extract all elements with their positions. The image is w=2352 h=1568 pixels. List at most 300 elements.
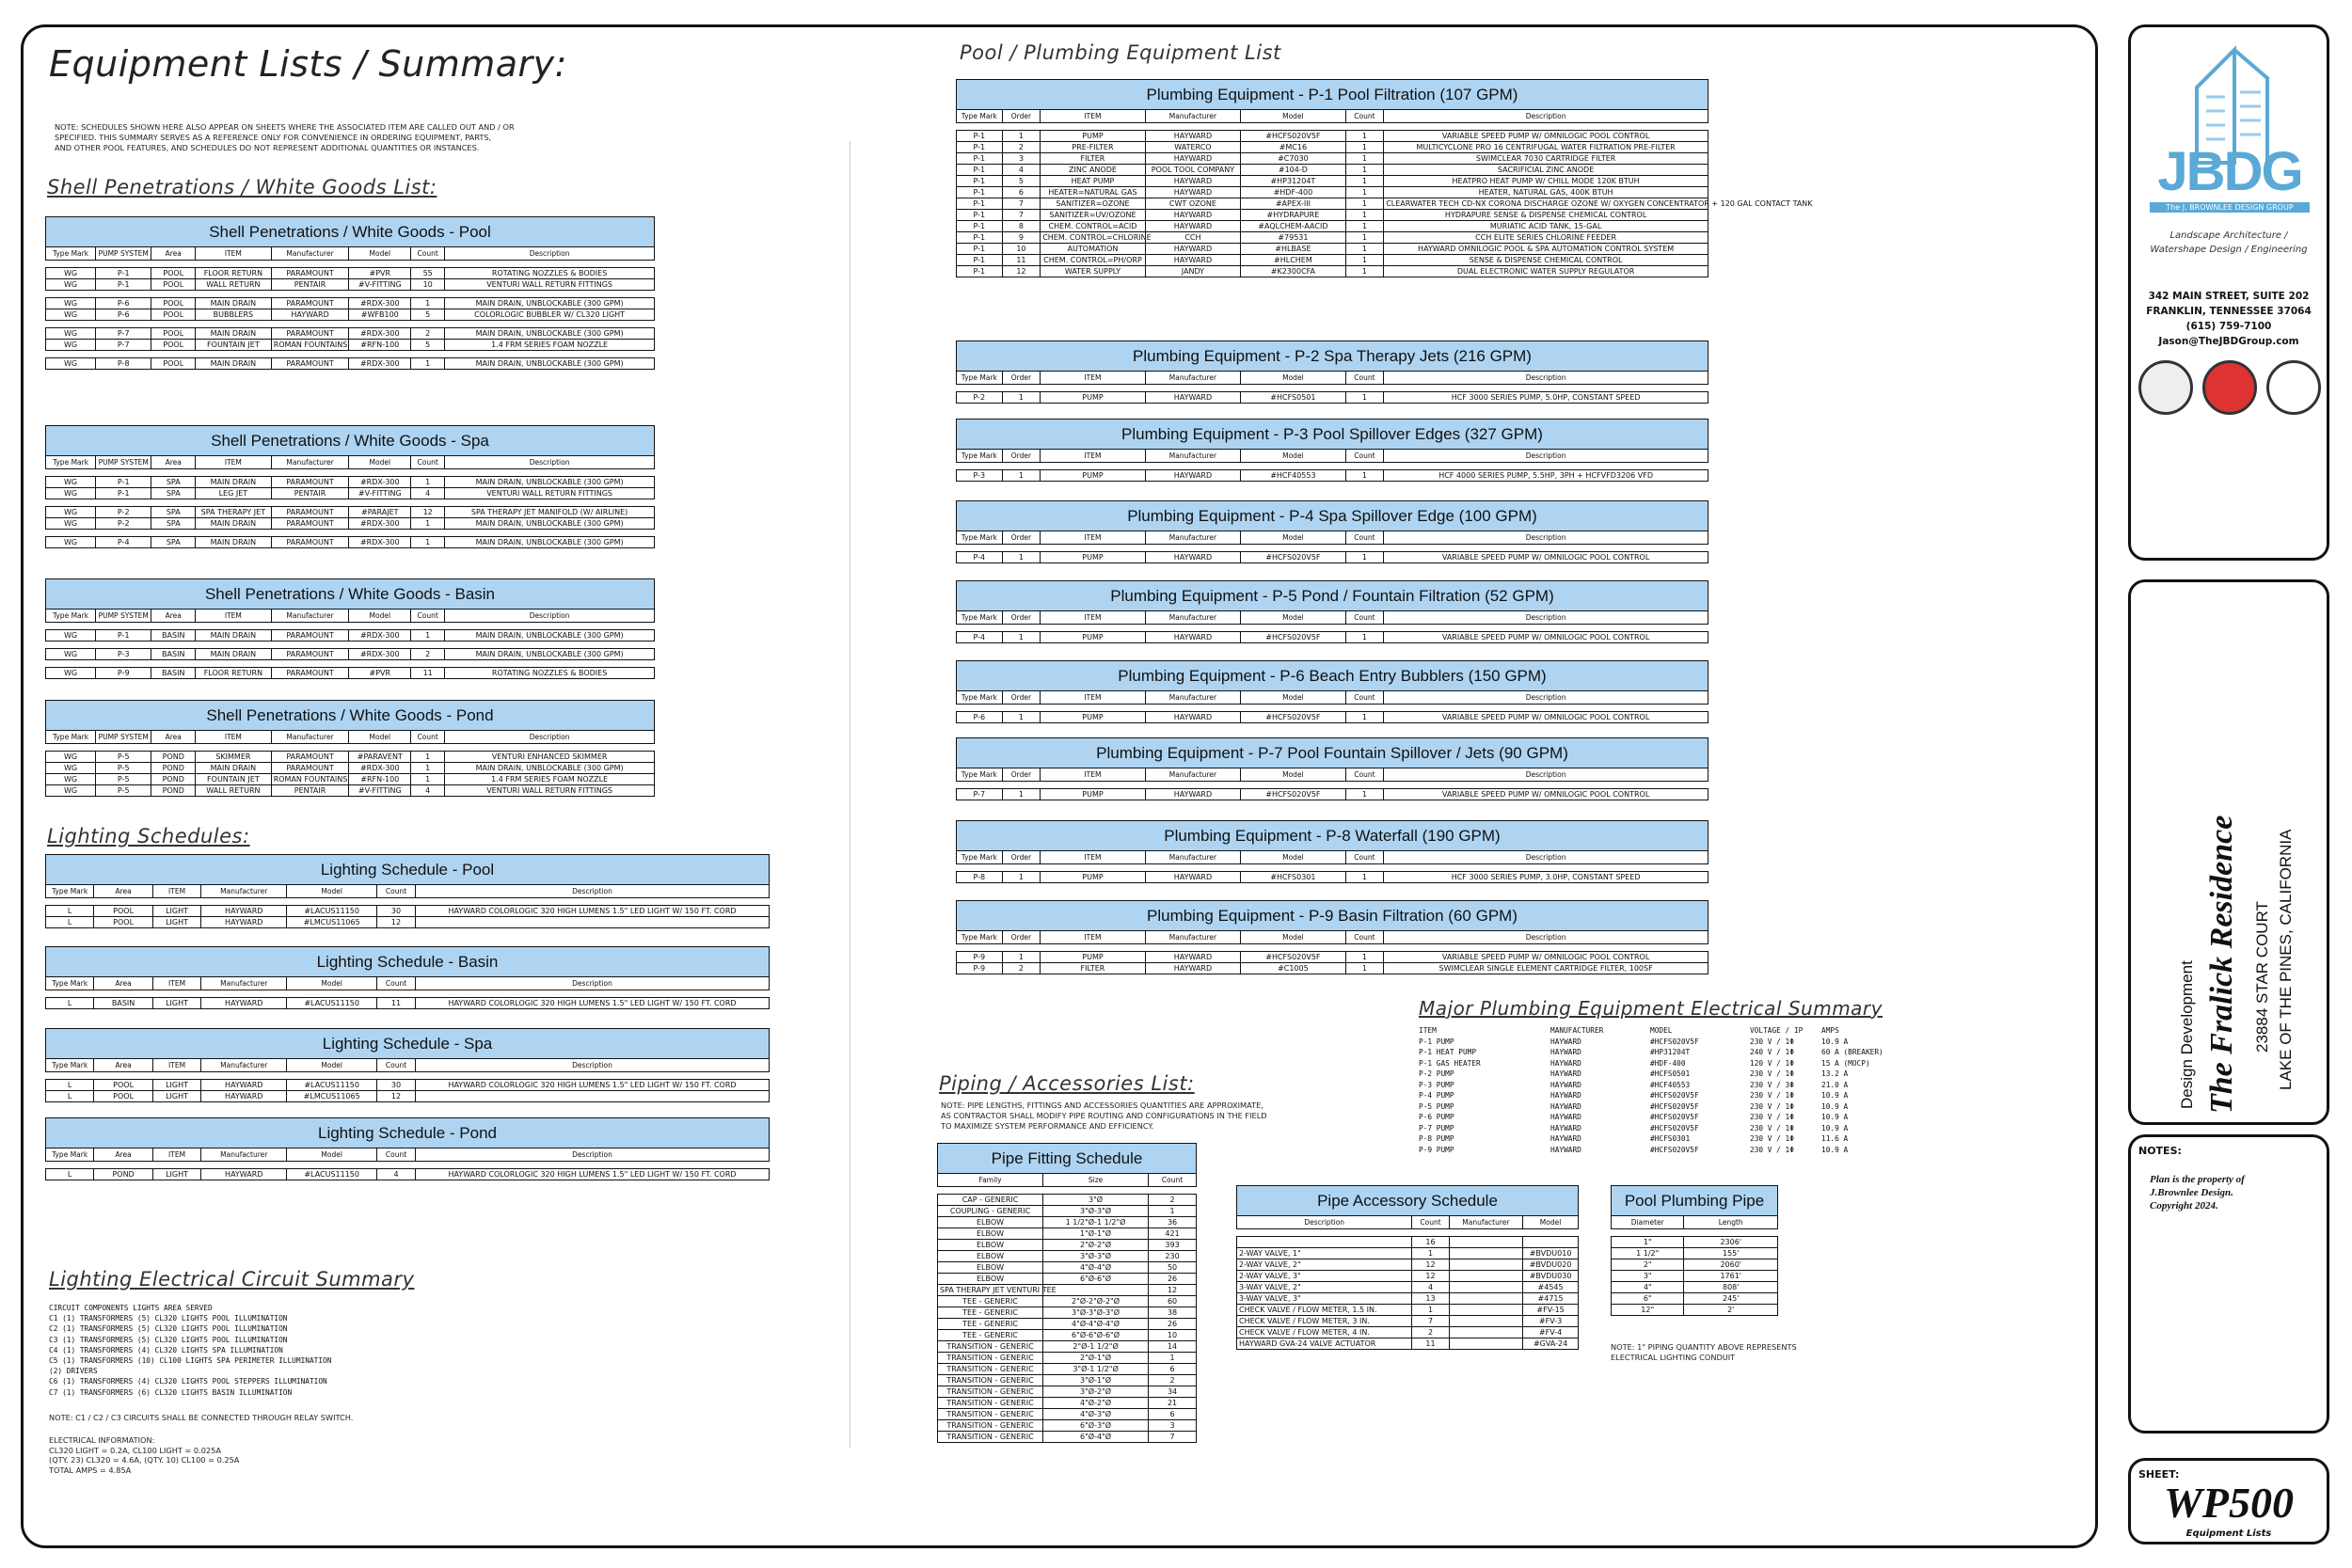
table-cell: #RDX-300 [349,537,411,548]
table-cell: SPA [151,477,196,488]
table-cell: 2060' [1684,1259,1778,1271]
table-cell: 4"Ø-2"Ø [1043,1398,1149,1409]
table-cell: P-1 [96,268,151,279]
table-cell: 1 [411,518,445,530]
table-cell: #HDF-400 [1241,187,1346,198]
table-row [46,785,655,797]
table-row [957,142,1708,153]
table-cell: 1 [1412,1248,1449,1259]
table-cell: 6 [1149,1409,1197,1420]
table-cell: MAIN DRAIN, UNBLOCKABLE (300 GPM) [445,358,655,370]
table-cell: 1"Ø-1"Ø [1043,1228,1149,1240]
column-header: Count [377,1148,416,1162]
table-row [1237,1237,1579,1248]
table-row [46,358,655,370]
table-row [957,266,1708,277]
table-cell: HAYWARD COLORLOGIC 320 HIGH LUMENS 1.5" LED LIGHT W/ 150 FT. CORD [416,998,770,1009]
table-cell: 1 [1002,392,1041,404]
table-cell: TRANSITION - GENERIC [938,1341,1043,1353]
lighting-table [45,854,770,928]
table-title: Plumbing Equipment - P-5 Pond / Fountain Filtration (52 GPM) [957,581,1708,611]
table-cell: CHECK VALVE / FLOW METER, 1.5 IN. [1237,1305,1412,1316]
column-header: ITEM [1041,768,1146,782]
circuit-list [49,1303,331,1398]
column-header: PUMP SYSTEM [96,610,151,623]
table-cell: #FV-3 [1523,1316,1579,1327]
table-cell: VARIABLE SPEED PUMP W/ OMNILOGIC POOL CONTROL [1384,131,1708,142]
table-cell: HAYWARD [1145,187,1240,198]
table-cell: MURIATIC ACID TANK, 15-GAL [1384,221,1708,232]
table-cell: WG [46,649,96,660]
table-cell: 2" [1612,1259,1684,1271]
table-cell: WG [46,774,96,785]
table-cell: SENSE & DISPENSE CHEMICAL CONTROL [1384,255,1708,266]
table-cell: MAIN DRAIN, UNBLOCKABLE (300 GPM) [445,649,655,660]
elec-cell: 230 V / 1Φ [1750,1037,1794,1046]
table-row [46,1169,770,1180]
table-cell [1043,1285,1149,1296]
table-cell: 36 [1149,1217,1197,1228]
elec-cell: 13.2 A [1821,1069,1849,1078]
table-cell: SACRIFICIAL ZINC ANODE [1384,165,1708,176]
column-header: Model [287,885,377,898]
table-cell: SKIMMER [196,752,272,763]
column-header: Manufacturer [271,456,349,469]
table-cell: P-9 [957,952,1003,963]
elec-cell: 230 V / 1Φ [1750,1101,1794,1111]
table-cell: WG [46,763,96,774]
table-row [1612,1271,1778,1282]
column-header: Model [1241,851,1346,864]
table-cell: ELBOW [938,1228,1043,1240]
elec-row [1419,1090,1906,1101]
table-row [46,668,655,679]
table-cell: 3"Ø-2"Ø [1043,1386,1149,1398]
column-header: Model [287,1148,377,1162]
table-row [46,774,655,785]
table-cell: 3"Ø-1 1/2"Ø [1043,1364,1149,1375]
column-header: Type Mark [46,247,96,261]
table-cell: PUMP [1041,392,1146,404]
pipe-accessory-table [1236,1185,1579,1350]
elec-cell: 60 A (BREAKER) [1821,1048,1883,1056]
table-cell: P-6 [957,712,1003,723]
table-cell: #79531 [1241,232,1346,244]
column-header: Description [416,977,770,990]
table-cell: 30 [377,906,416,917]
text-line: CIRCUIT COMPONENTS LIGHTS AREA SERVED [49,1304,213,1312]
table-cell: P-4 [957,552,1003,563]
table-cell: MAIN DRAIN, UNBLOCKABLE (300 GPM) [445,630,655,641]
table-cell: TRANSITION - GENERIC [938,1375,1043,1386]
table-cell: POOL [151,268,196,279]
table-row [1612,1259,1778,1271]
table-cell: 1 [1345,963,1384,974]
elec-row [1419,1080,1906,1091]
table-cell: TRANSITION - GENERIC [938,1353,1043,1364]
column-header: Type Mark [957,931,1003,944]
table-cell: 4"Ø-3"Ø [1043,1409,1149,1420]
table-cell: HAYWARD [1145,712,1240,723]
table-row [46,298,655,309]
table-cell: 2 [1002,142,1041,153]
table-cell [416,917,770,928]
table-cell: PENTAIR [271,279,349,291]
table-cell: WATER SUPPLY [1041,266,1146,277]
table-row [46,309,655,321]
column-header: Area [151,456,196,469]
column-header: Description [1384,450,1708,463]
text-line: C6 (1) TRANSFORMERS (4) CL320 LIGHTS POOL STEPPERS ILLUMINATION [49,1377,327,1386]
table-cell: #V-FITTING [349,279,411,291]
text-line: J.Brownlee Design. [2150,1187,2233,1198]
column-header: ITEM [196,247,272,261]
table-cell: ELBOW [938,1240,1043,1251]
plumbing-table [956,419,1708,482]
column-header: ITEM [152,1059,200,1072]
table-title: Lighting Schedule - Pool [46,855,770,885]
table-cell: TRANSITION - GENERIC [938,1420,1043,1432]
table-cell: POND [151,774,196,785]
piping-heading: Piping / Accessories List: [939,1072,1195,1095]
column-header: Description [1237,1216,1412,1229]
table-cell: LIGHT [152,1080,200,1091]
elec-cell: HAYWARD [1550,1091,1581,1100]
elec-cell: 10.9 A [1821,1113,1849,1121]
table-cell: 4 [377,1169,416,1180]
table-cell: 6"Ø-3"Ø [1043,1420,1149,1432]
table-cell: #PVR [349,268,411,279]
column-header: ITEM [196,610,272,623]
table-row [957,952,1708,963]
text-line: C1 (1) TRANSFORMERS (5) CL320 LIGHTS POOL ILLUMINATION [49,1314,288,1323]
table-cell: 1 [1002,470,1041,482]
table-cell: PARAMOUNT [271,537,349,548]
table-cell [416,1091,770,1102]
table-cell: POOL [151,328,196,340]
table-title: Pool Plumbing Pipe [1612,1186,1778,1216]
table-row [1237,1305,1579,1316]
table-cell: PENTAIR [271,488,349,499]
table-cell: BUBBLERS [196,309,272,321]
table-cell: VARIABLE SPEED PUMP W/ OMNILOGIC POOL CONTROL [1384,952,1708,963]
table-cell: MAIN DRAIN [196,630,272,641]
column-header: Area [94,1148,153,1162]
table-row [1237,1248,1579,1259]
table-cell: 2 [1002,963,1041,974]
text-line: CL320 LIGHT = 0.2A, CL100 LIGHT = 0.025A [49,1445,221,1455]
table-title: Lighting Schedule - Basin [46,947,770,977]
table-row [938,1240,1197,1251]
table-cell: 2 [1149,1195,1197,1206]
table-cell: P-1 [957,131,1003,142]
table-row [957,153,1708,165]
table-row [1612,1282,1778,1293]
elec-cell: P-2 PUMP [1419,1069,1454,1078]
table-cell: P-1 [957,176,1003,187]
table-cell: MULTICYCLONE PRO 16 CENTRIFUGAL WATER FILTRATION PRE-FILTER [1384,142,1708,153]
electrical-info [49,1435,239,1475]
table-cell: P-2 [96,518,151,530]
column-header: ITEM [152,885,200,898]
table-cell: 1 [1002,131,1041,142]
elec-cell: P-4 PUMP [1419,1091,1454,1100]
shell-table [45,216,655,370]
table-cell: HAYWARD GVA-24 VALVE ACTUATOR [1237,1338,1412,1350]
table-cell: #HYDRAPURE [1241,210,1346,221]
table-cell: MAIN DRAIN, UNBLOCKABLE (300 GPM) [445,477,655,488]
table-cell: 3"Ø [1043,1195,1149,1206]
table-cell: VENTURI WALL RETURN FITTINGS [445,785,655,797]
table-cell: HEAT PUMP [1041,176,1146,187]
notes-block [2128,1134,2329,1433]
table-cell: 1 [1345,872,1384,883]
table-cell: #RDX-300 [349,477,411,488]
column-header: ITEM [1041,531,1146,545]
table-cell: P-9 [957,963,1003,974]
elec-cell: #HCFS020V5F [1650,1145,1699,1154]
elec-cell: 21.0 A [1821,1080,1849,1089]
table-row [938,1217,1197,1228]
table-cell: 2 [1412,1327,1449,1338]
elec-row [1419,1025,1906,1037]
table-cell: 12 [377,917,416,928]
column-header: Size [1043,1174,1149,1187]
table-row [938,1206,1197,1217]
table-row [1237,1316,1579,1327]
table-cell: 4" [1612,1282,1684,1293]
text-line: C2 (1) TRANSFORMERS (5) CL320 LIGHTS POOL ILLUMINATION [49,1324,288,1334]
table-cell: 1 [1345,244,1384,255]
table-cell: 1 [1345,131,1384,142]
elec-row [1419,1112,1906,1123]
table-cell: 16 [1412,1237,1449,1248]
table-cell: HAYWARD [201,917,287,928]
table-cell: MAIN DRAIN [196,358,272,370]
text-line: NOTE: 1" PIPING QUANTITY ABOVE REPRESENTS [1611,1342,1797,1352]
table-cell: P-1 [957,232,1003,244]
table-cell: 2-WAY VALVE, 1" [1237,1248,1412,1259]
table-cell [1449,1237,1522,1248]
column-header: ITEM [1041,450,1146,463]
table-title: Shell Penetrations / White Goods - Pond [46,701,655,731]
table-cell: 12 [411,507,445,518]
table-cell: 1 1/2" [1612,1248,1684,1259]
table-cell: 9 [1002,232,1041,244]
table-row [1612,1248,1778,1259]
page-title: Equipment Lists / Summary: [49,43,567,85]
circuit-note: NOTE: C1 / C2 / C3 CIRCUITS SHALL BE CONNECTED THROUGH RELAY SWITCH. [49,1413,354,1422]
table-cell: P-1 [957,142,1003,153]
table-cell: 50 [1149,1262,1197,1274]
table-cell: PARAMOUNT [271,763,349,774]
elec-cell: 10.9 A [1821,1123,1849,1132]
table-cell: SWIMCLEAR SINGLE ELEMENT CARTRIDGE FILTER, 100SF [1384,963,1708,974]
table-cell: HYDRAPURE SENSE & DISPENSE CHEMICAL CONTROL [1384,210,1708,221]
column-header: Count [1345,110,1384,123]
text-line: ELECTRICAL LIGHTING CONDUIT [1611,1353,1736,1362]
notes-label: NOTES: [2138,1145,2182,1157]
table-row [46,340,655,351]
table-cell: 1 [1002,552,1041,563]
table-cell: LIGHT [152,1169,200,1180]
table-cell: 1 [1345,392,1384,404]
table-cell: PARAMOUNT [271,630,349,641]
certification-seal-icon [2138,360,2193,415]
elec-cell: #HCFS0301 [1650,1134,1691,1143]
table-cell [1237,1237,1412,1248]
table-cell: WG [46,309,96,321]
column-header: Order [1002,110,1041,123]
table-cell: 8 [1002,221,1041,232]
elec-cell: ITEM [1419,1026,1437,1035]
table-cell: ROTATING NOZZLES & BODIES [445,268,655,279]
column-header: ITEM [1041,611,1146,625]
table-row [46,917,770,928]
table-cell: PARAMOUNT [271,358,349,370]
table-cell: #GVA-24 [1523,1338,1579,1350]
table-row [46,518,655,530]
table-cell: TEE - GENERIC [938,1319,1043,1330]
table-cell: #HLBASE [1241,244,1346,255]
table-cell: 11 [411,668,445,679]
table-cell: MAIN DRAIN [196,763,272,774]
table-cell: 393 [1149,1240,1197,1251]
table-cell: L [46,1169,94,1180]
table-cell: 1 [411,298,445,309]
table-title: Plumbing Equipment - P-7 Pool Fountain Spillover / Jets (90 GPM) [957,738,1708,768]
table-cell: P-1 [957,221,1003,232]
table-cell: #HP31204T [1241,176,1346,187]
table-cell: 6"Ø-4"Ø [1043,1432,1149,1443]
table-cell: #HCFS020V5F [1241,131,1346,142]
lighting-table [45,1028,770,1102]
table-cell: 12 [377,1091,416,1102]
table-row [46,507,655,518]
column-header: Model [349,456,411,469]
table-cell: 5 [411,309,445,321]
project-name: The Fralick Residence [2204,815,2239,1114]
table-cell: VENTURI ENHANCED SKIMMER [445,752,655,763]
table-cell: 1 [1412,1305,1449,1316]
table-cell: HCF 3000 SERIES PUMP, 5.0HP, CONSTANT SPEED [1384,392,1708,404]
table-cell: 2 [411,328,445,340]
column-header: Type Mark [957,768,1003,782]
table-cell [1449,1248,1522,1259]
table-row [46,279,655,291]
table-cell: PUMP [1041,552,1146,563]
table-cell: 3"Ø-1"Ø [1043,1375,1149,1386]
table-cell: #RDX-300 [349,649,411,660]
table-cell: 1 [1345,176,1384,187]
table-cell: ELBOW [938,1251,1043,1262]
elec-cell: #HDF-400 [1650,1058,1686,1068]
lighting-heading: Lighting Schedules: [47,825,250,847]
table-row [957,552,1708,563]
table-row [938,1375,1197,1386]
table-cell: 1 [411,630,445,641]
table-row [1612,1293,1778,1305]
column-header: Count [411,247,445,261]
column-header: ITEM [1041,372,1146,385]
shell-heading: Shell Penetrations / White Goods List: [47,176,437,198]
table-cell [1449,1327,1522,1338]
table-cell: 3" [1612,1271,1684,1282]
table-cell: SANITIZER=UV/OZONE [1041,210,1146,221]
table-cell: 1.4 FRM SERIES FOAM NOZZLE [445,340,655,351]
table-row [957,789,1708,800]
table-cell: SPA [151,507,196,518]
table-row [1612,1305,1778,1316]
table-cell: 2"Ø-1 1/2"Ø [1043,1341,1149,1353]
table-cell: #LMCUS11065 [287,1091,377,1102]
table-cell: MAIN DRAIN [196,537,272,548]
table-cell: WALL RETURN [196,785,272,797]
table-cell: HEATPRO HEAT PUMP W/ CHILL MODE 120K BTUH [1384,176,1708,187]
table-title: Plumbing Equipment - P-4 Spa Spillover Edge (100 GPM) [957,501,1708,531]
column-header: Count [411,456,445,469]
column-header: Model [1241,372,1346,385]
table-cell: HAYWARD [201,1169,287,1180]
elec-cell: #HCFS020V5F [1650,1101,1699,1111]
table-row [938,1307,1197,1319]
association-seal-icon [2266,360,2321,415]
table-cell: PUMP [1041,789,1146,800]
table-cell: 26 [1149,1319,1197,1330]
table-cell: HAYWARD [201,998,287,1009]
table-cell: 11 [377,998,416,1009]
table-cell: P-8 [96,358,151,370]
table-cell: HAYWARD [1145,470,1240,482]
column-header: ITEM [1041,110,1146,123]
column-header: Manufacturer [1145,531,1240,545]
elec-cell: P-5 PUMP [1419,1101,1454,1111]
notes-text [2150,1173,2245,1212]
table-cell: CHEM. CONTROL=ACID [1041,221,1146,232]
table-cell: HAYWARD [1145,131,1240,142]
column-header: Manufacturer [1145,611,1240,625]
table-cell: 55 [411,268,445,279]
electrical-summary-list [1419,1025,1906,1155]
table-cell: MAIN DRAIN, UNBLOCKABLE (300 GPM) [445,298,655,309]
column-header: Area [151,247,196,261]
table-cell: WG [46,268,96,279]
column-header: PUMP SYSTEM [96,247,151,261]
table-row [957,712,1708,723]
table-cell: L [46,998,94,1009]
table-cell: 2 [411,649,445,660]
elec-row [1419,1145,1906,1156]
table-cell: 6 [1149,1364,1197,1375]
table-cell: 2"Ø-2"Ø [1043,1240,1149,1251]
elec-cell: HAYWARD [1550,1113,1581,1121]
table-cell: SPA [151,537,196,548]
table-cell: 21 [1149,1398,1197,1409]
table-cell: MAIN DRAIN, UNBLOCKABLE (300 GPM) [445,328,655,340]
table-cell: #C7030 [1241,153,1346,165]
table-cell: ROMAN FOUNTAINS [271,774,349,785]
column-header: Order [1002,931,1041,944]
table-cell: P-1 [96,477,151,488]
table-cell: 245' [1684,1293,1778,1305]
table-cell: CHECK VALVE / FLOW METER, 4 IN. [1237,1327,1412,1338]
column-header: ITEM [1041,931,1146,944]
table-cell: #4715 [1523,1293,1579,1305]
table-cell: 1 [1345,142,1384,153]
table-cell: 13 [1412,1293,1449,1305]
column-header: Count [1345,450,1384,463]
table-cell: P-1 [957,244,1003,255]
